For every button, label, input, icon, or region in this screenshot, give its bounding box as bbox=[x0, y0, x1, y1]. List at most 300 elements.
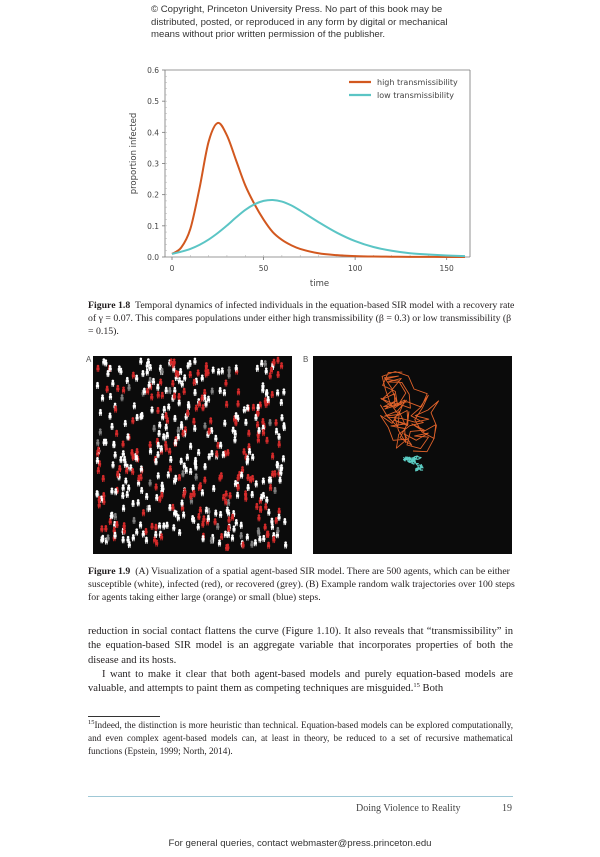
agent-icon bbox=[282, 388, 285, 395]
agent-icon bbox=[126, 491, 129, 498]
series-line-high bbox=[172, 123, 465, 257]
agent-icon bbox=[216, 523, 219, 530]
agent-icon bbox=[271, 391, 274, 398]
agent-icon bbox=[116, 385, 119, 392]
agent-icon bbox=[252, 404, 255, 411]
agent-icon bbox=[219, 442, 222, 449]
footnote-ref[interactable]: 15 bbox=[413, 682, 420, 690]
agent-icon bbox=[157, 430, 160, 437]
copyright-line: means without prior written permission of the publisher. bbox=[151, 29, 386, 41]
agent-icon bbox=[207, 396, 210, 403]
agent-icon bbox=[242, 448, 245, 455]
agent-icon bbox=[177, 514, 180, 521]
agent-icon bbox=[124, 420, 127, 427]
agent-icon bbox=[212, 366, 215, 373]
agent-icon bbox=[122, 505, 125, 512]
agent-icon bbox=[154, 458, 157, 465]
panel-a-label: A bbox=[86, 355, 92, 364]
agent-icon bbox=[145, 493, 148, 500]
agents-scatter bbox=[93, 356, 292, 554]
agent-icon bbox=[210, 450, 213, 457]
agent-icon bbox=[109, 393, 112, 400]
agent-icon bbox=[262, 535, 265, 542]
agent-icon bbox=[278, 477, 281, 484]
agent-icon bbox=[267, 542, 270, 549]
x-tick-label: 150 bbox=[439, 264, 454, 273]
x-axis-label: time bbox=[309, 279, 330, 289]
agent-icon bbox=[114, 488, 117, 495]
agent-icon bbox=[186, 454, 189, 461]
agent-icon bbox=[277, 371, 280, 378]
agent-icon bbox=[197, 369, 200, 376]
body-text bbox=[88, 625, 513, 696]
agent-icon bbox=[165, 424, 168, 431]
agent-icon bbox=[166, 432, 169, 439]
agent-icon bbox=[280, 362, 283, 369]
agent-icon bbox=[273, 487, 276, 494]
contact-notice: For general queries, contact webmaster@press.princeton.edu bbox=[168, 838, 432, 849]
agent-icon bbox=[179, 368, 182, 375]
agent-icon bbox=[106, 386, 109, 393]
agent-icon bbox=[135, 528, 138, 535]
agent-icon bbox=[145, 537, 148, 544]
agent-icon bbox=[114, 451, 117, 458]
agent-icon bbox=[277, 514, 280, 521]
agent-icon bbox=[219, 511, 222, 518]
agent-icon bbox=[208, 453, 211, 460]
agent-icon bbox=[241, 542, 244, 549]
agent-icon bbox=[227, 531, 230, 538]
agent-icon bbox=[262, 477, 265, 484]
agent-icon bbox=[236, 492, 239, 499]
agent-icon bbox=[189, 371, 192, 378]
agent-icon bbox=[274, 419, 277, 426]
agent-icon bbox=[178, 529, 181, 536]
agent-icon bbox=[219, 387, 222, 394]
agent-icon bbox=[100, 536, 103, 543]
agent-icon bbox=[237, 388, 240, 395]
agent-icon bbox=[248, 448, 251, 455]
agent-icon bbox=[142, 530, 145, 537]
agent-icon bbox=[132, 517, 135, 524]
agent-icon bbox=[181, 470, 184, 477]
agent-icon bbox=[153, 425, 156, 432]
agent-icon bbox=[150, 393, 153, 400]
agent-icon bbox=[182, 511, 185, 518]
agent-icon bbox=[183, 388, 186, 395]
agent-icon bbox=[96, 457, 99, 464]
agent-icon bbox=[96, 365, 99, 372]
agent-icon bbox=[148, 505, 151, 512]
agent-icon bbox=[267, 509, 270, 516]
agent-icon bbox=[157, 442, 160, 449]
agent-icon bbox=[150, 523, 153, 530]
agent-icon bbox=[120, 394, 123, 401]
agent-icon bbox=[225, 490, 228, 497]
trajectory-path bbox=[404, 456, 424, 471]
agent-icon bbox=[195, 473, 198, 480]
agent-icon bbox=[270, 367, 273, 374]
agent-icon bbox=[217, 368, 220, 375]
agent-icon bbox=[115, 521, 118, 528]
line-chart bbox=[120, 60, 480, 295]
agent-icon bbox=[233, 436, 236, 443]
agent-icon bbox=[168, 448, 171, 455]
agent-icon bbox=[177, 427, 180, 434]
agent-icon bbox=[149, 441, 152, 448]
agent-icon bbox=[172, 524, 175, 531]
agent-icon bbox=[158, 421, 161, 428]
agent-icon bbox=[142, 509, 145, 516]
agent-icon bbox=[220, 533, 223, 540]
agent-icon bbox=[223, 420, 226, 427]
agent-icon bbox=[166, 417, 169, 424]
agent-icon bbox=[127, 484, 130, 491]
agent-icon bbox=[150, 406, 153, 413]
agent-icon bbox=[132, 372, 135, 379]
agent-icon bbox=[199, 507, 202, 514]
agent-icon bbox=[203, 463, 206, 470]
agent-icon bbox=[193, 389, 196, 396]
agent-icon bbox=[257, 514, 260, 521]
agent-icon bbox=[198, 401, 201, 408]
agent-icon bbox=[235, 519, 238, 526]
agent-icon bbox=[265, 367, 268, 374]
x-tick-label: 0 bbox=[169, 264, 175, 273]
agent-icon bbox=[155, 483, 158, 490]
page-number: 19 bbox=[502, 803, 512, 814]
legend-label: high transmissibility bbox=[377, 78, 458, 87]
agent-icon bbox=[124, 477, 127, 484]
agent-icon bbox=[214, 435, 217, 442]
agent-icon bbox=[203, 477, 206, 484]
panel-b-random-walks bbox=[313, 356, 512, 554]
agent-icon bbox=[275, 428, 278, 435]
agent-icon bbox=[171, 380, 174, 387]
agent-icon bbox=[283, 518, 286, 525]
agent-icon bbox=[114, 406, 117, 413]
agent-icon bbox=[228, 492, 231, 499]
agent-icon bbox=[240, 472, 243, 479]
y-tick-label: 0.2 bbox=[147, 190, 159, 200]
agent-icon bbox=[119, 456, 122, 463]
agent-icon bbox=[122, 536, 125, 543]
agent-icon bbox=[243, 406, 246, 413]
agent-icon bbox=[227, 516, 230, 523]
agent-icon bbox=[183, 462, 186, 469]
chart-lines bbox=[172, 123, 465, 257]
agent-icon bbox=[118, 465, 121, 472]
agent-icon bbox=[139, 521, 142, 528]
agent-icon bbox=[175, 510, 178, 517]
agent-icon bbox=[181, 380, 184, 387]
agent-icon bbox=[276, 357, 279, 364]
agent-icon bbox=[97, 467, 100, 474]
agent-icon bbox=[265, 437, 268, 444]
agent-icon bbox=[228, 372, 231, 379]
x-tick-label: 100 bbox=[347, 264, 363, 273]
agent-icon bbox=[110, 487, 113, 494]
agent-icon bbox=[106, 534, 109, 541]
agent-icon bbox=[121, 440, 124, 447]
agent-icon bbox=[114, 513, 117, 520]
agent-icon bbox=[173, 415, 176, 422]
figure-label: Figure 1.9 bbox=[88, 566, 131, 577]
agent-icon bbox=[227, 509, 230, 516]
agent-icon bbox=[225, 401, 228, 408]
agent-icon bbox=[112, 441, 115, 448]
agent-icon bbox=[180, 458, 183, 465]
agent-icon bbox=[269, 372, 272, 379]
agent-icon bbox=[260, 360, 263, 367]
figure-1-9-caption bbox=[88, 565, 518, 604]
agent-icon bbox=[236, 400, 239, 407]
agent-icon bbox=[168, 504, 171, 511]
caption-text: (A) Visualization of a spatial agent-based SIR model. There are 500 agents, which can be either susceptible (white), infected (red), or recovered (grey). (B) Example random walk trajectories over 100 steps for agents taking either large (orange) or small (blue) steps. bbox=[88, 566, 515, 603]
agent-icon bbox=[122, 484, 125, 491]
agent-icon bbox=[156, 384, 159, 391]
figure-1-8-chart bbox=[120, 60, 480, 295]
agent-icon bbox=[149, 448, 152, 455]
agent-icon bbox=[135, 448, 138, 455]
agent-icon bbox=[232, 525, 235, 532]
agent-icon bbox=[103, 439, 106, 446]
agent-icon bbox=[157, 472, 160, 479]
copyright-notice bbox=[151, 4, 471, 42]
agent-icon bbox=[256, 365, 259, 372]
agent-icon bbox=[101, 394, 104, 401]
agent-icon bbox=[161, 413, 164, 420]
agent-icon bbox=[173, 477, 176, 484]
figure-1-8-caption bbox=[88, 299, 518, 338]
agent-icon bbox=[192, 517, 195, 524]
agent-icon bbox=[106, 370, 109, 377]
agent-icon bbox=[139, 358, 142, 365]
agent-icon bbox=[264, 360, 267, 367]
agent-icon bbox=[154, 531, 157, 538]
agent-icon bbox=[240, 532, 243, 539]
agent-icon bbox=[280, 414, 283, 421]
agent-icon bbox=[128, 541, 131, 548]
agent-icon bbox=[131, 500, 134, 507]
agent-icon bbox=[158, 522, 161, 529]
agent-icon bbox=[201, 489, 204, 496]
agent-icon bbox=[160, 491, 163, 498]
y-tick-label: 0.5 bbox=[147, 97, 159, 107]
agent-icon bbox=[127, 384, 130, 391]
agent-icon bbox=[192, 418, 195, 425]
agent-icon bbox=[183, 374, 186, 381]
agent-icon bbox=[260, 494, 263, 501]
agent-icon bbox=[251, 491, 254, 498]
agent-icon bbox=[146, 369, 149, 376]
agent-icon bbox=[111, 461, 114, 468]
agent-icon bbox=[108, 413, 111, 420]
agent-icon bbox=[250, 541, 253, 548]
agent-icon bbox=[178, 474, 181, 481]
paragraph-tail: Both bbox=[419, 683, 444, 695]
agent-icon bbox=[168, 387, 171, 394]
running-head: Doing Violence to Reality bbox=[356, 803, 461, 814]
random-walk-trajectories bbox=[313, 356, 512, 554]
agent-icon bbox=[264, 523, 267, 530]
agent-icon bbox=[104, 525, 107, 532]
agent-icon bbox=[280, 399, 283, 406]
agent-icon bbox=[186, 410, 189, 417]
agent-icon bbox=[247, 484, 250, 491]
paragraph: reduction in social contact flattens the curve (Figure 1.10). It also reveals that “transmissibility” in the equation-based SIR model is an aggregate variable that incorporates properties of both the disease and its hosts. bbox=[88, 626, 513, 666]
x-tick-label: 50 bbox=[258, 264, 269, 273]
agent-icon bbox=[255, 503, 258, 510]
figure-label: Figure 1.8 bbox=[88, 300, 131, 311]
agent-icon bbox=[223, 389, 226, 396]
agent-icon bbox=[276, 389, 279, 396]
agent-icon bbox=[269, 484, 272, 491]
agent-icon bbox=[222, 451, 225, 458]
agent-icon bbox=[189, 443, 192, 450]
agent-icon bbox=[271, 471, 274, 478]
agent-icon bbox=[133, 402, 136, 409]
footer-divider bbox=[88, 796, 513, 797]
agent-icon bbox=[162, 522, 165, 529]
agent-icon bbox=[284, 541, 287, 548]
agent-icon bbox=[131, 417, 134, 424]
agent-icon bbox=[155, 494, 158, 501]
y-tick-label: 0.6 bbox=[147, 66, 159, 75]
y-tick-label: 0.1 bbox=[147, 221, 159, 231]
agent-icon bbox=[268, 419, 271, 426]
agent-icon bbox=[131, 468, 134, 475]
series-line-low bbox=[172, 200, 465, 256]
agent-icon bbox=[165, 387, 168, 394]
agent-icon bbox=[119, 368, 122, 375]
agent-icon bbox=[181, 430, 184, 437]
caption-text: Temporal dynamics of infected individuals in the equation-based SIR model with a recovery rate of γ = 0.07. This compares populations under either high transmissibility (β = 0.3) or low transmissibility (β = 0.15). bbox=[88, 300, 515, 337]
agent-icon bbox=[124, 461, 127, 468]
agent-icon bbox=[240, 522, 243, 529]
agent-icon bbox=[123, 527, 126, 534]
agent-icon bbox=[156, 451, 159, 458]
agent-icon bbox=[122, 450, 125, 457]
agent-icon bbox=[214, 510, 217, 517]
agent-icon bbox=[121, 492, 124, 499]
agent-icon bbox=[237, 484, 240, 491]
agent-icon bbox=[152, 378, 155, 385]
agent-icon bbox=[254, 539, 257, 546]
chart-legend bbox=[349, 78, 458, 100]
agent-icon bbox=[167, 403, 170, 410]
agent-icon bbox=[282, 455, 285, 462]
agent-icon bbox=[218, 539, 221, 546]
agent-icon bbox=[187, 403, 190, 410]
agent-icon bbox=[129, 464, 132, 471]
agent-icon bbox=[159, 378, 162, 385]
agent-icon bbox=[156, 407, 159, 414]
agent-icon bbox=[178, 399, 181, 406]
agent-icon bbox=[171, 504, 174, 511]
agent-icon bbox=[259, 506, 262, 513]
agent-icon bbox=[163, 406, 166, 413]
agent-icon bbox=[102, 475, 105, 482]
agent-icon bbox=[135, 375, 138, 382]
agent-icon bbox=[178, 377, 181, 384]
agent-icon bbox=[193, 358, 196, 365]
agent-icon bbox=[283, 424, 286, 431]
agent-icon bbox=[213, 518, 216, 525]
agent-icon bbox=[177, 393, 180, 400]
agent-icon bbox=[255, 480, 258, 487]
agent-icon bbox=[224, 379, 227, 386]
agent-icon bbox=[204, 400, 207, 407]
panel-b-label: B bbox=[303, 355, 309, 364]
agent-icon bbox=[193, 425, 196, 432]
agent-icon bbox=[203, 422, 206, 429]
agent-icon bbox=[201, 374, 204, 381]
paragraph-text: I want to make it clear that both agent-based models and purely equation-based models are valuable, and attempts to paint them as competing techniques are misguided. bbox=[88, 668, 513, 695]
agent-icon bbox=[104, 359, 107, 366]
agent-icon bbox=[195, 404, 198, 411]
agent-icon bbox=[111, 380, 114, 387]
agent-icon bbox=[125, 467, 128, 474]
agent-icon bbox=[154, 524, 157, 531]
agent-icon bbox=[197, 449, 200, 456]
agent-icon bbox=[157, 391, 160, 398]
agent-icon bbox=[126, 377, 129, 384]
agent-icon bbox=[231, 534, 234, 541]
agent-icon bbox=[275, 517, 278, 524]
agent-icon bbox=[136, 414, 139, 421]
agent-icon bbox=[278, 441, 281, 448]
agent-icon bbox=[205, 507, 208, 514]
agent-icon bbox=[160, 533, 163, 540]
agent-icon bbox=[211, 387, 214, 394]
agent-icon bbox=[137, 499, 140, 506]
agent-icon bbox=[197, 523, 200, 530]
agent-icon bbox=[169, 456, 172, 463]
agent-icon bbox=[232, 427, 235, 434]
agent-icon bbox=[165, 522, 168, 529]
agent-icon bbox=[100, 525, 103, 532]
agent-icon bbox=[222, 494, 225, 501]
footnote-number: 15 bbox=[88, 719, 95, 726]
footnote bbox=[88, 719, 513, 758]
agent-icon bbox=[264, 503, 267, 510]
agent-icon bbox=[132, 534, 135, 541]
agent-icon bbox=[226, 449, 229, 456]
agent-icon bbox=[155, 539, 158, 546]
agent-icon bbox=[209, 417, 212, 424]
agent-icon bbox=[231, 514, 234, 521]
agent-icon bbox=[262, 429, 265, 436]
agent-icon bbox=[265, 496, 268, 503]
agent-icon bbox=[169, 465, 172, 472]
agent-icon bbox=[201, 404, 204, 411]
y-tick-label: 0.4 bbox=[147, 128, 159, 138]
agent-icon bbox=[201, 535, 204, 542]
agent-icon bbox=[227, 525, 230, 532]
legend-label: low transmissibility bbox=[377, 91, 454, 100]
agent-icon bbox=[197, 513, 200, 520]
agent-icon bbox=[251, 454, 254, 461]
agent-icon bbox=[96, 439, 99, 446]
agent-icon bbox=[277, 433, 280, 440]
agent-icon bbox=[207, 515, 210, 522]
agent-icon bbox=[140, 487, 143, 494]
agent-icon bbox=[201, 394, 204, 401]
agent-icon bbox=[99, 428, 102, 435]
agent-icon bbox=[224, 531, 227, 538]
y-axis-label: proportion infected bbox=[129, 112, 139, 195]
